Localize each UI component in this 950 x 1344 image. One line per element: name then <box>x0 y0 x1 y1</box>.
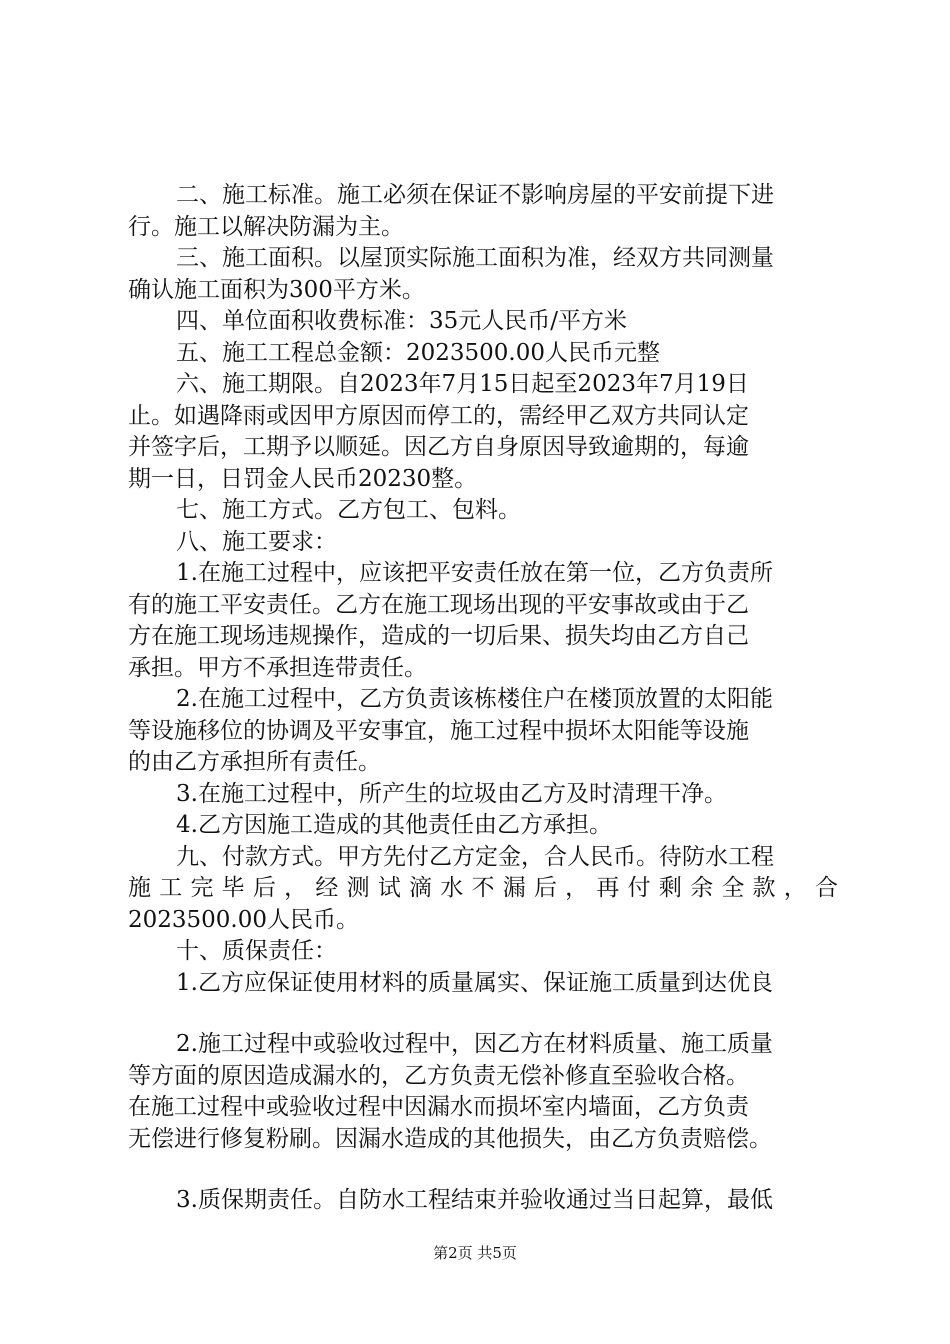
clause-3-line-2: 确认施工面积为300平方米。 <box>128 276 425 303</box>
clause-8-item-1-line-1: 1.在施工过程中，应该把平安责任放在第一位，乙方负责所 <box>176 560 773 586</box>
clause-10-item-2-line-1: 2.施工过程中或验收过程中，因乙方在材料质量、施工质量 <box>176 1031 773 1057</box>
clause-3-line-1: 三、施工面积。以屋顶实际施工面积为准，经双方共同测量 <box>176 245 774 271</box>
clause-10-item-1-line-1: 1.乙方应保证使用材料的质量属实、保证施工质量到达优良 <box>176 969 773 996</box>
clause-2-line-1: 二、施工标准。施工必须在保证不影响房屋的平安前提下进 <box>176 182 774 208</box>
clause-6-line-3: 并签字后，工期予以顺延。因乙方自身原因导致逾期的，每逾 <box>128 434 749 460</box>
clause-7-line-1: 七、施工方式。乙方包工、包料。 <box>176 497 521 523</box>
clause-2-line-2: 行。施工以解决防漏为主。 <box>128 213 404 240</box>
clause-8-heading: 八、施工要求： <box>176 528 337 555</box>
clause-8-item-2-line-1: 2.在施工过程中，乙方负责该栋楼住户在楼顶放置的太阳能 <box>176 686 773 712</box>
clause-8-item-1-line-2: 有的施工平安责任。乙方在施工现场出现的平安事故或由于乙 <box>128 591 749 618</box>
contract-body <box>128 180 838 1217</box>
clause-10-item-3-line-1: 3.质保期责任。自防水工程结束并验收通过当日起算，最低 <box>176 1187 773 1213</box>
clause-6-line-1: 六、施工期限。自2023年7月15日起至2023年7月19日 <box>176 371 749 397</box>
clause-4-line-1: 四、单位面积收费标准：35元人民币/平方米 <box>176 308 628 334</box>
clause-9-line-2: 施工完毕后，经测试滴水不漏后，再付剩余全款，合 <box>128 875 838 901</box>
clause-9-line-3: 2023500.00人民币。 <box>128 906 360 933</box>
clause-10-item-2-line-2: 等方面的原因造成漏水的，乙方负责无偿补修直至验收合格。 <box>128 1062 749 1089</box>
clause-8-item-4-line-1: 4.乙方因施工造成的其他责任由乙方承担。 <box>176 812 612 838</box>
clause-8-item-2-line-3: 的由乙方承担所有责任。 <box>128 749 381 775</box>
clause-10-item-2-line-3: 在施工过程中或验收过程中因漏水而损坏室内墙面，乙方负责 <box>128 1094 749 1120</box>
page-indicator: 第2页 共5页 <box>433 1244 517 1262</box>
paragraph-gap <box>128 999 838 1029</box>
clause-6-line-4: 期一日，日罚金人民币20230整。 <box>128 465 478 492</box>
clause-8-item-2-line-2: 等设施移位的协调及平安事宜，施工过程中损坏太阳能等设施 <box>128 717 749 744</box>
clause-6-line-2: 止。如遇降雨或因甲方原因而停工的，需经甲乙双方共同认定 <box>128 402 749 429</box>
clause-10-item-2-line-4: 无偿进行修复粉刷。因漏水造成的其他损失，由乙方负责赔偿。 <box>128 1125 772 1152</box>
clause-9-line-1: 九、付款方式。甲方先付乙方定金，合人民币。待防水工程 <box>176 843 774 870</box>
clause-8-item-1-line-4: 承担。甲方不承担连带责任。 <box>128 654 427 681</box>
clause-8-item-1-line-3: 方在施工现场违规操作，造成的一切后果、损失均由乙方自己 <box>128 623 749 649</box>
clause-10-heading: 十、质保责任： <box>176 938 337 964</box>
paragraph-gap <box>128 1155 838 1185</box>
clause-8-item-3-line-1: 3.在施工过程中，所产生的垃圾由乙方及时清理干净。 <box>176 780 727 807</box>
clause-5-line-1: 五、施工工程总金额：2023500.00人民币元整 <box>176 339 661 366</box>
